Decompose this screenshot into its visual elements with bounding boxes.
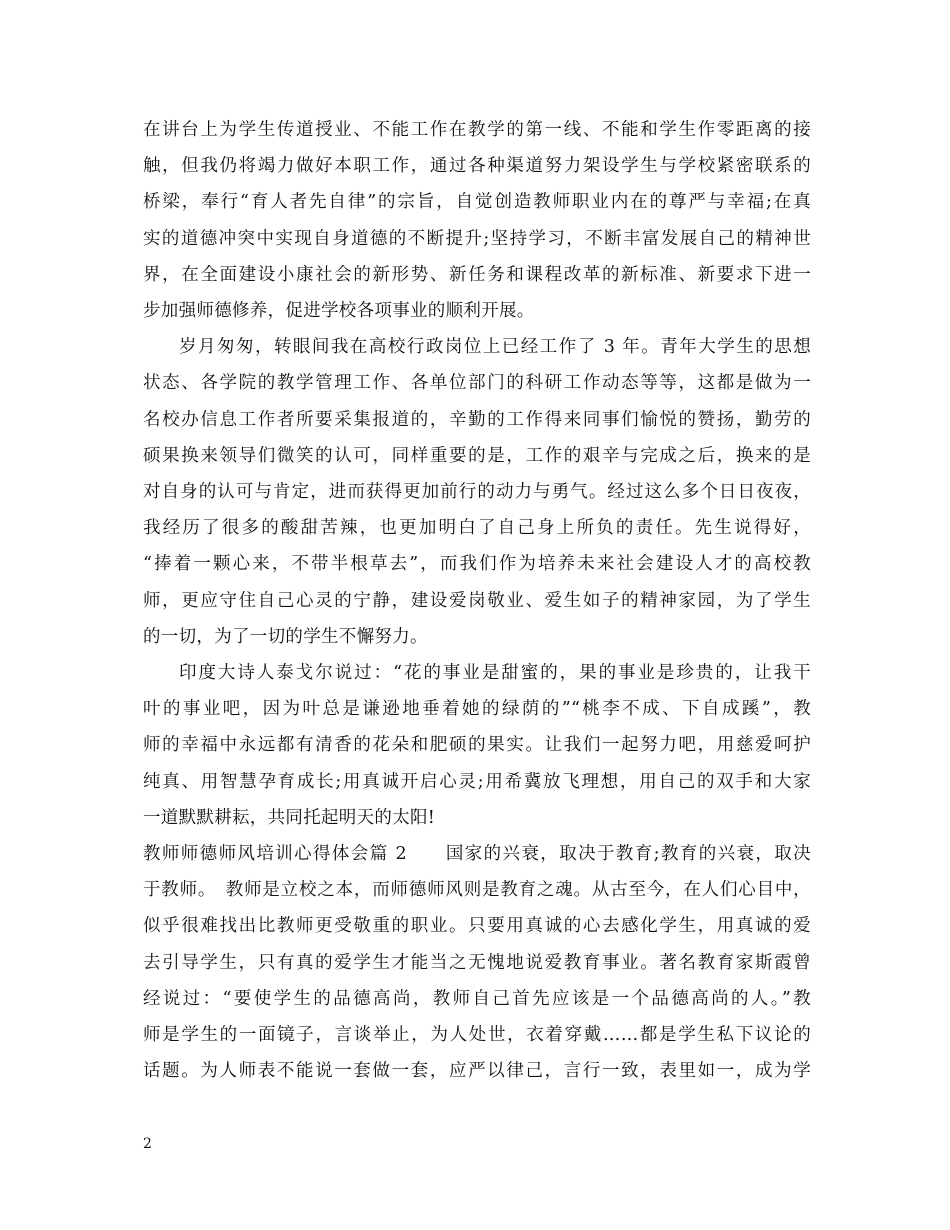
text-line: 经说过：“要使学生的品德高尚，教师自己首先应该是一个品德高尚的人。”教 (143, 988, 811, 1009)
page-number: 2 (143, 1136, 152, 1152)
text-line: 名校办信息工作者所要采集报道的，辛勤的工作得来同事们愉悦的赞扬，勤劳的 (143, 409, 811, 430)
text-line: 界，在全面建设小康社会的新形势、新任务和课程改革的新标准、新要求下进一 (143, 264, 811, 285)
text-line: 师是学生的一面镜子，言谈举止，为人处世，衣着穿戴……都是学生私下议论的 (143, 1025, 811, 1046)
text-line: 硕果换来领导们微笑的认可，同样重要的是，工作的艰辛与完成之后，换来的是 (143, 445, 811, 466)
text-line: 实的道德冲突中实现自身道德的不断提升;坚持学习，不断丰富发展自己的精神世 (143, 228, 811, 249)
text-line: 状态、各学院的教学管理工作、各单位部门的科研工作动态等等，这都是做为一 (143, 373, 811, 394)
text-line: 一道默默耕耘，共同托起明天的太阳! (143, 807, 436, 828)
text-line: “捧着一颗心来，不带半根草去”，而我们作为培养未来社会建设人才的高校教 (143, 554, 811, 575)
text-line: 师，更应守住自己心灵的宁静，建设爱岗敬业、爱生如子的精神家园，为了学生 (143, 590, 811, 611)
text-line: 纯真、用智慧孕育成长;用真诚开启心灵;用希冀放飞理想，用自己的双手和大家 (143, 771, 811, 792)
text-line: 触，但我仍将竭力做好本职工作，通过各种渠道努力架设学生与学校紧密联系的 (143, 156, 811, 177)
text-line: 在讲台上为学生传道授业、不能工作在教学的第一线、不能和学生作零距离的接 (143, 120, 811, 140)
text-line: 步加强师德修养，促进学校各项事业的顺利开展。 (143, 301, 535, 322)
body-text (143, 112, 811, 1089)
text-line: 对自身的认可与肯定，进而获得更加前行的动力与勇气。经过这么多个日日夜夜， (143, 482, 811, 503)
text-line: 桥梁，奉行“育人者先自律”的宗旨，自觉创造教师职业内在的尊严与幸福;在真 (143, 192, 811, 213)
text-line: 的一切，为了一切的学生不懈努力。 (143, 626, 428, 647)
text-line: 去引导学生，只有真的爱学生才能当之无愧地说爱教育事业。著名教育家斯霞曾 (143, 952, 811, 973)
text-line: 于教师。 教师是立校之本，而师德师风则是教育之魂。从古至今，在人们心目中， (143, 880, 811, 901)
text-line: 岁月匆匆，转眼间我在高校行政岗位上已经工作了 3 年。青年大学生的思想 (179, 337, 811, 358)
text-line: 师的幸福中永远都有清香的花朵和肥硕的果实。让我们一起努力吧，用慈爱呵护 (143, 735, 811, 756)
text-line: 印度大诗人泰戈尔说过：“花的事业是甜蜜的，果的事业是珍贵的，让我干 (179, 663, 811, 684)
text-line: 似乎很难找出比教师更受敬重的职业。只要用真诚的心去感化学生，用真诚的爱 (143, 916, 811, 937)
text-line: 我经历了很多的酸甜苦辣，也更加明白了自己身上所负的责任。先生说得好， (143, 518, 811, 539)
text-line: 话题。为人师表不能说一套做一套，应严以律己，言行一致，表里如一，成为学 (143, 1061, 811, 1082)
text-line: 叶的事业吧，因为叶总是谦逊地垂着她的绿荫的”“桃李不成、下自成蹊”，教 (143, 699, 811, 720)
text-line: 教师师德师风培训心得体会篇 2 国家的兴衰，取决于教育;教育的兴衰，取决 (143, 844, 811, 865)
